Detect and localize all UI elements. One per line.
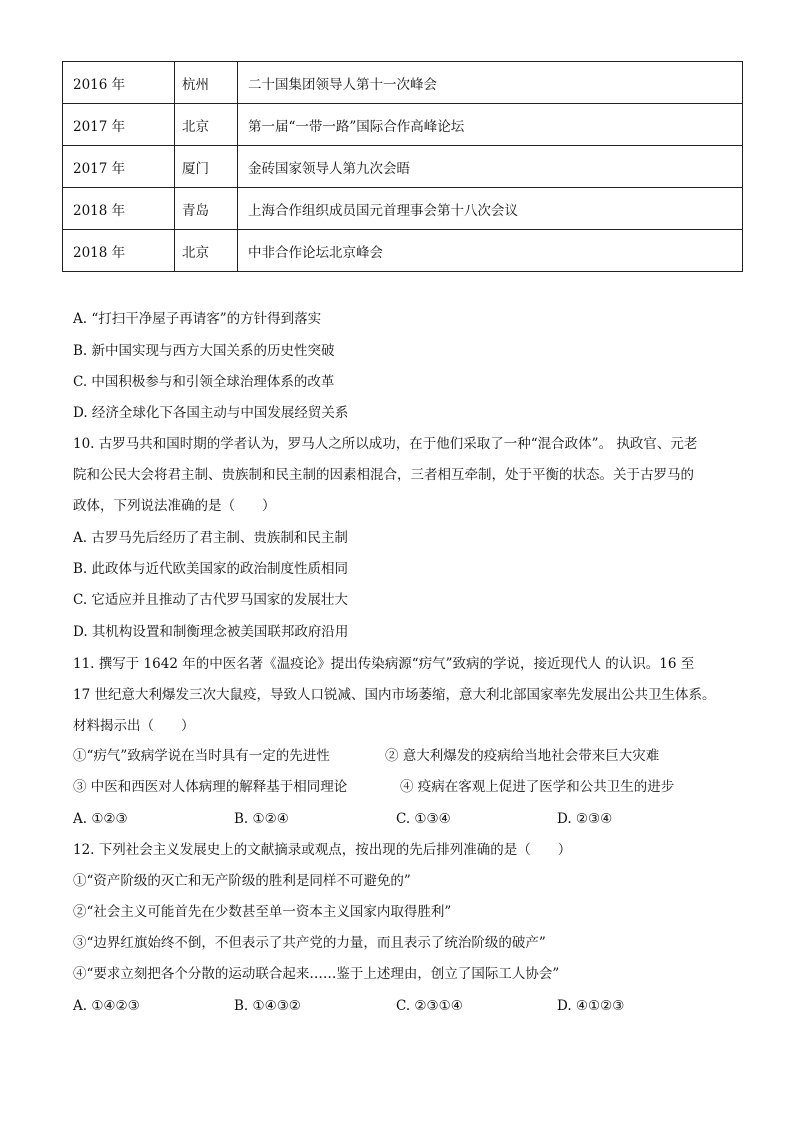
year-cell: 2018 年	[63, 188, 175, 230]
table-row	[63, 62, 743, 104]
q12-statement-1: ①“资产阶级的灭亡和无产阶级的胜利是同样不可避免的”	[73, 873, 411, 889]
q12-statement-3: ③“边界红旗始终不倒，不但表示了共产党的力量，而且表示了统治阶级的破产”	[73, 935, 546, 951]
q9-option-c: C. 中国积极参与和引领全球治理体系的改革	[73, 374, 335, 390]
table-row	[63, 188, 743, 230]
summit-table	[62, 61, 743, 272]
table-row	[63, 104, 743, 146]
city-cell: 北京	[175, 104, 238, 146]
event-cell: 第一届“一带一路”国际合作高峰论坛	[238, 104, 743, 146]
q9-option-a: A. “打扫干净屋子再请客”的方针得到落实	[73, 311, 322, 327]
q10-stem-line: 院和公民大会将君主制、贵族制和民主制的因素相混合，三者相互牵制，处于平衡的状态。关于古罗马的	[73, 467, 694, 483]
q10-option-b: B. 此政体与近代欧美国家的政治制度性质相同	[73, 561, 349, 577]
q11-option-d: D. ②③④	[557, 811, 613, 827]
q11-stem-line: 材料揭示出（ ）	[73, 718, 195, 734]
q12-statement-4: ④“要求立刻把各个分散的运动联合起来……鉴于上述理由，创立了国际工人协会”	[73, 966, 560, 982]
year-cell: 2018 年	[63, 230, 175, 272]
q10-option-c: C. 它适应并且推动了古代罗马国家的发展壮大	[73, 592, 348, 608]
event-cell: 中非合作论坛北京峰会	[238, 230, 743, 272]
q11-stem-line: 17 世纪意大利爆发三次大鼠疫，导致人口锐减、国内市场萎缩，意大利北部国家率先发展出公共卫生体系。	[73, 687, 716, 703]
q10-option-a: A. 古罗马先后经历了君主制、贵族制和民主制	[73, 530, 348, 546]
q11-option-c: C. ①③④	[396, 811, 451, 827]
year-cell: 2017 年	[63, 146, 175, 188]
year-cell: 2016 年	[63, 62, 175, 104]
table-row	[63, 146, 743, 188]
q11-option-a: A. ①②③	[73, 811, 128, 827]
q11-statement-2: ② 意大利爆发的疫病给当地社会带来巨大灾难	[385, 748, 660, 764]
city-cell: 杭州	[175, 62, 238, 104]
q11-statement-4: ④ 疫病在客观上促进了医学和公共卫生的进步	[400, 779, 675, 795]
q10-stem-line: 政体，下列说法准确的是（ ）	[73, 498, 276, 514]
event-cell: 金砖国家领导人第九次会晤	[238, 146, 743, 188]
q12-option-c: C. ②③①④	[396, 998, 463, 1014]
q12-option-a: A. ①④②③	[73, 998, 140, 1014]
table-row	[63, 230, 743, 272]
q12-statement-2: ②“社会主义可能首先在少数甚至单一资本主义国家内取得胜利”	[73, 904, 452, 920]
event-cell: 上海合作组织成员国元首理事会第十八次会议	[238, 188, 743, 230]
event-cell: 二十国集团领导人第十一次峰会	[238, 62, 743, 104]
city-cell: 青岛	[175, 188, 238, 230]
q9-option-d: D. 经济全球化下各国主动与中国发展经贸关系	[73, 405, 349, 421]
city-cell: 厦门	[175, 146, 238, 188]
year-cell: 2017 年	[63, 104, 175, 146]
q12-option-b: B. ①④③②	[234, 998, 301, 1014]
q11-statement-3: ③ 中医和西医对人体病理的解释基于相同理论	[73, 779, 348, 795]
q12-option-d: D. ④①②③	[557, 998, 625, 1014]
city-cell: 北京	[175, 230, 238, 272]
q11-stem-line: 11. 撰写于 1642 年的中医名著《温疫论》提出传染病源“疠气”致病的学说，接近现代人 的认识。16 至	[73, 656, 695, 672]
q12-stem: 12. 下列社会主义发展史上的文献摘录或观点，按出现的先后排列准确的是（ ）	[73, 842, 572, 858]
q10-option-d: D. 其机构设置和制衡理念被美国联邦政府沿用	[73, 624, 349, 640]
q9-option-b: B. 新中国实现与西方大国关系的历史性突破	[73, 343, 335, 359]
q11-statement-1: ①“疠气”致病学说在当时具有一定的先进性	[73, 748, 330, 764]
q10-stem-line: 10. 古罗马共和国时期的学者认为，罗马人之所以成功，在于他们采取了一种“混合政体”。 执政官、元老	[73, 436, 698, 452]
q11-option-b: B. ①②④	[234, 811, 289, 827]
